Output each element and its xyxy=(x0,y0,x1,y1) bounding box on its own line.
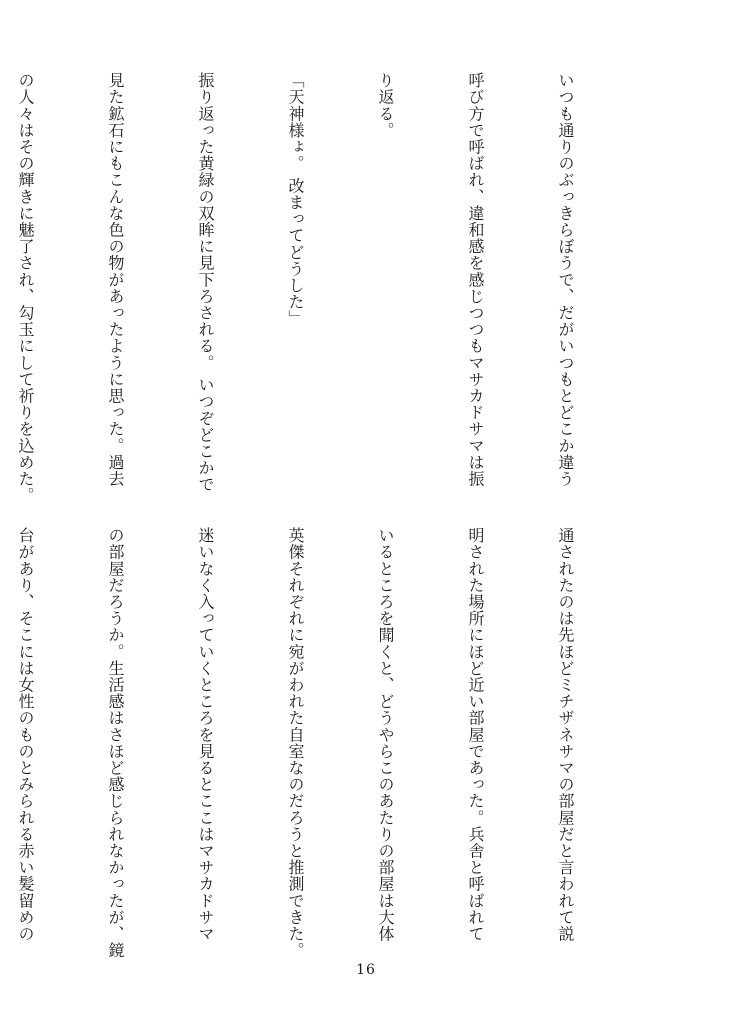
text-line: 迷いなく入っていくところを見るとここはマサカドサマ xyxy=(196,527,215,942)
text-line: 振り返った黄緑の双眸に見下ろされる。 いつぞどこかで xyxy=(196,72,215,493)
text-line: 「天神様ょ。 改まってどうした」 xyxy=(286,72,305,327)
text-line: いつも通りのぶっきらぼうで、だがいつもとどこか違う xyxy=(556,72,575,487)
text-line: 明された場所にほど近い部屋であった。兵舎と呼ばれて xyxy=(466,527,485,942)
text-line: いるところを聞くと、どうやらこのあたりの部屋は大体 xyxy=(376,527,395,942)
text-line: 台があり、そこには女性のものとみられる赤い髪留めの xyxy=(16,527,35,942)
text-line: の部屋だろうか。生活感はさほど感じられなかったが、鏡 xyxy=(106,527,125,959)
text-line: の人々はその輝きに魅了され、勾玉にして祈りを込めた。 xyxy=(16,72,35,504)
bottom-text-block xyxy=(16,527,640,967)
text-line: 呼び方で呼ばれ、違和感を感じつつもマサカドサマは振 xyxy=(466,72,485,487)
page-number: 16 xyxy=(356,962,376,978)
top-text-block xyxy=(16,72,640,504)
text-line: 見た鉱石にもこんな色の物があったように思った。過去 xyxy=(106,72,125,487)
text-line: 通されたのは先ほどミチザネサマの部屋だと言われて説 xyxy=(556,527,575,942)
text-line: り返る。 xyxy=(376,72,395,139)
text-line: 英傑それぞれに宛がわれた自室なのだろうと推測できた。 xyxy=(286,527,305,959)
